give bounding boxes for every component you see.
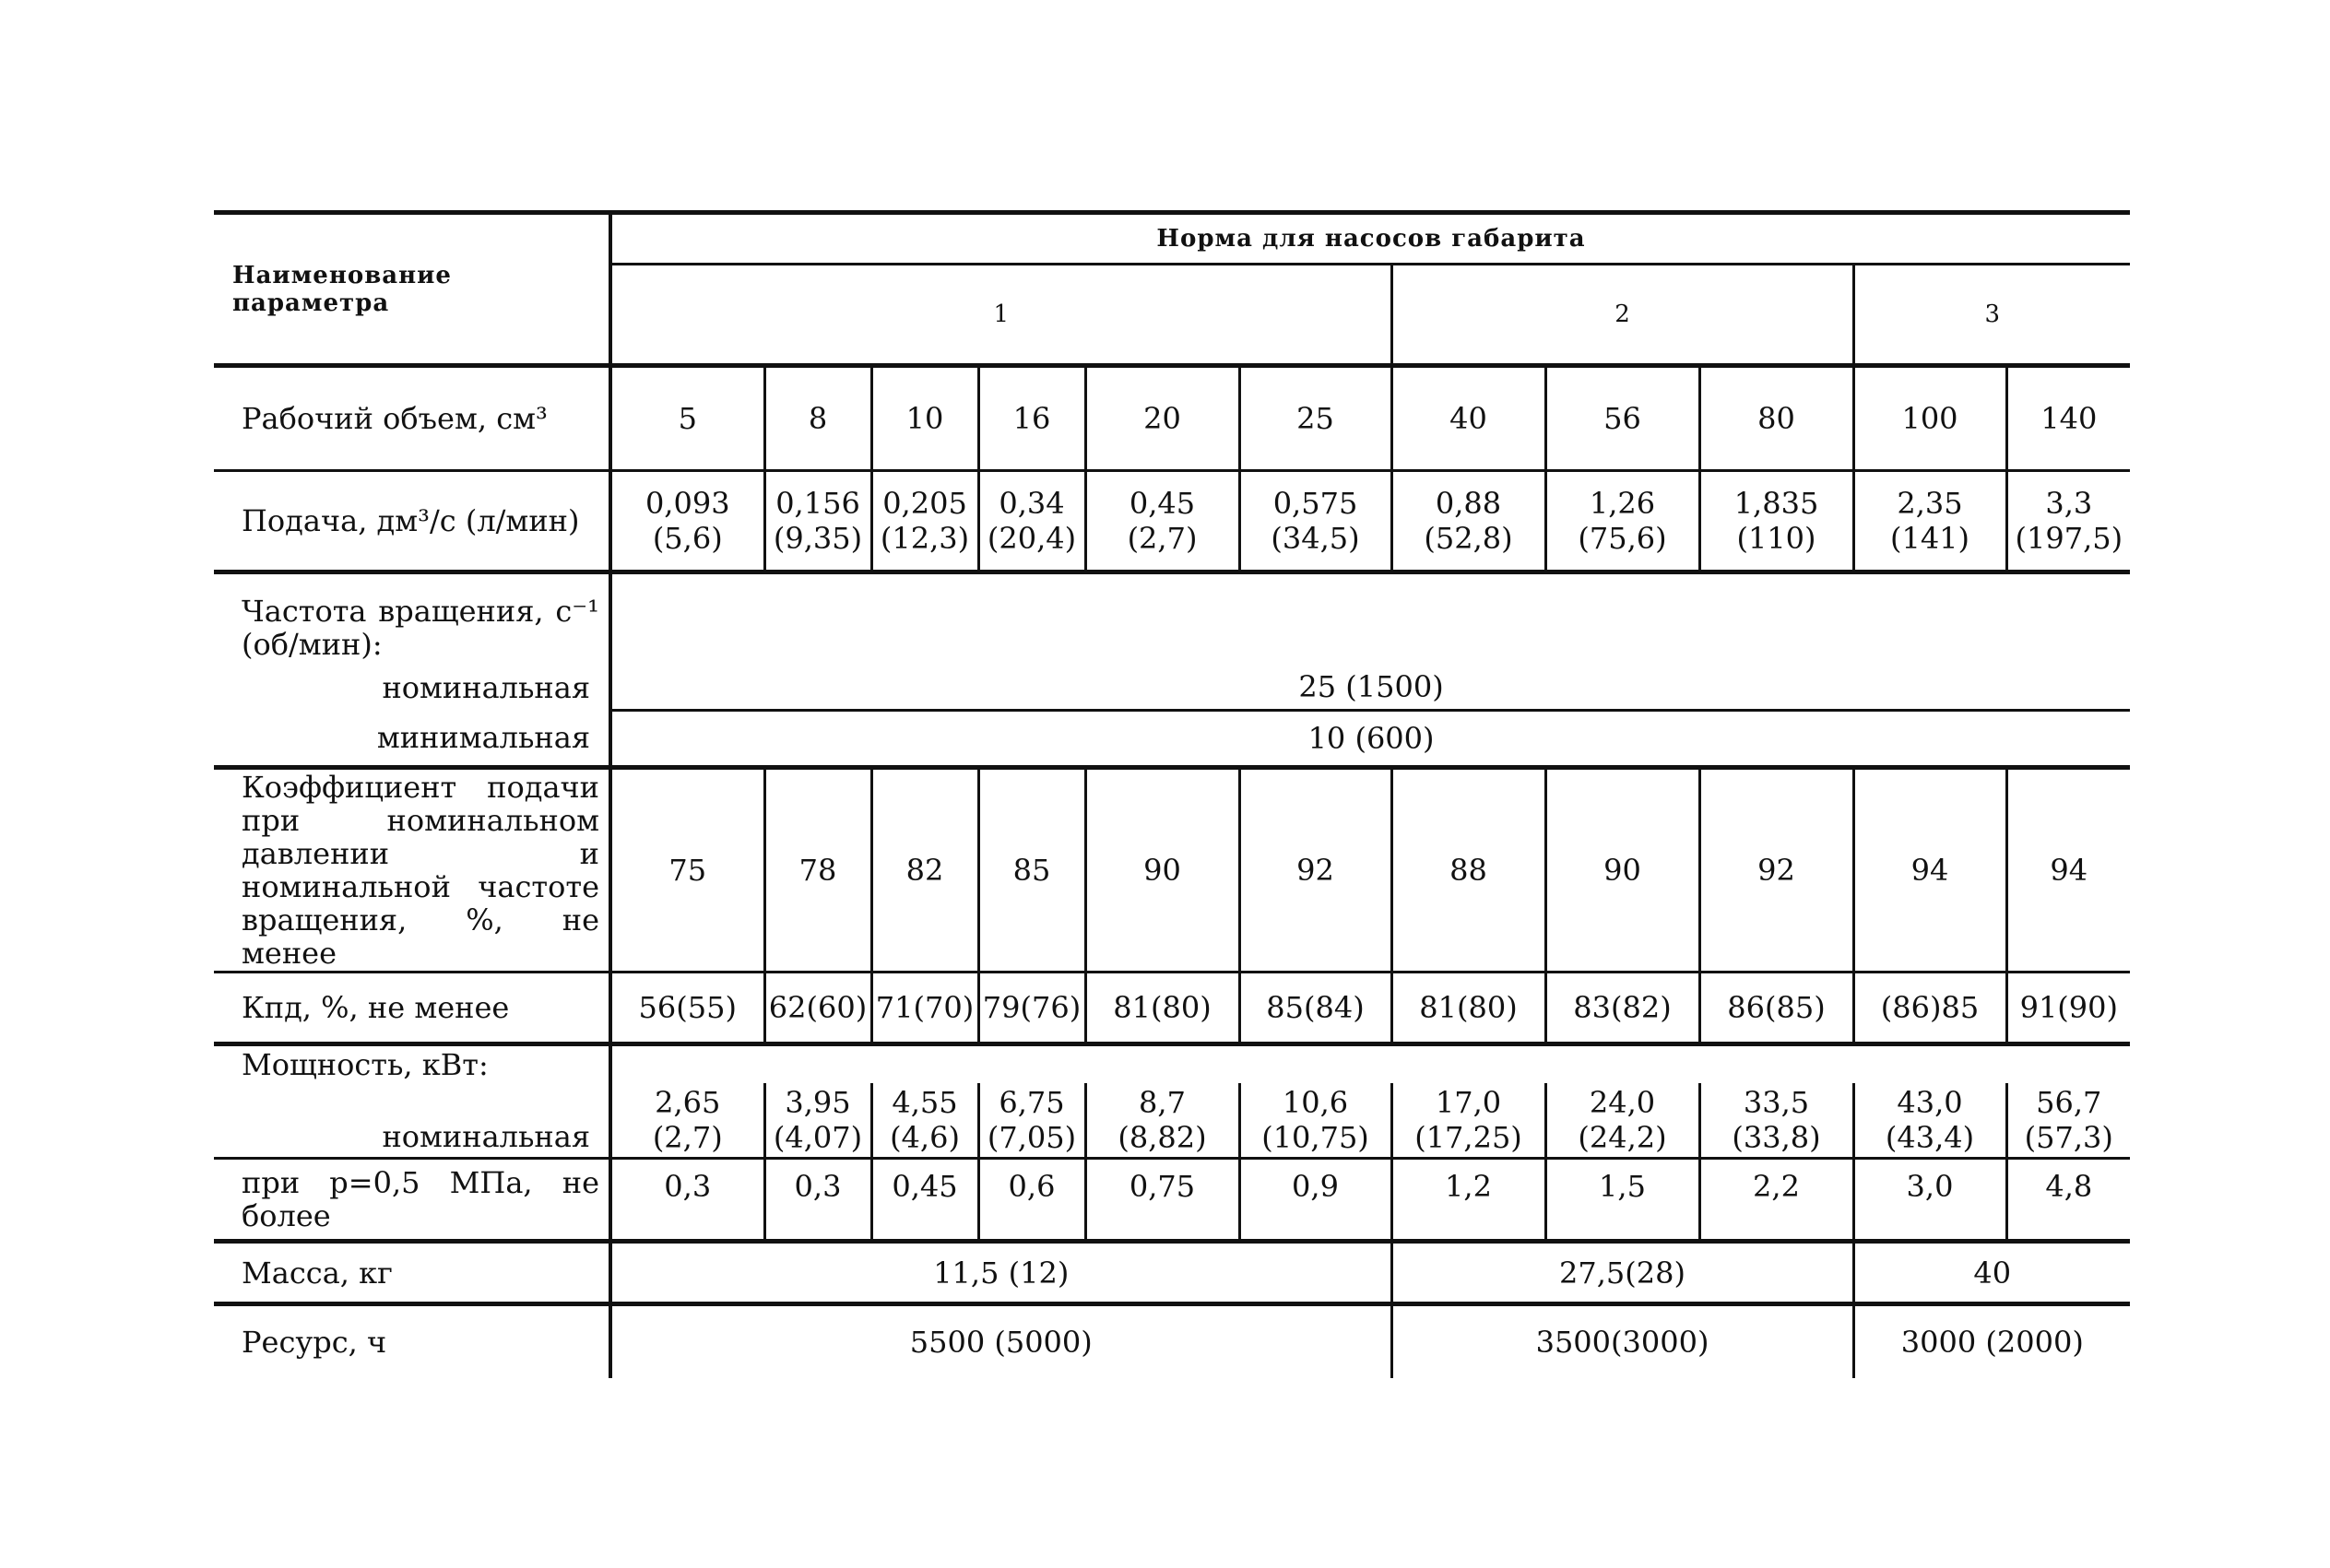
flow-alt: (9,35) <box>773 521 863 556</box>
param-name-header: Наименование параметра <box>214 213 610 366</box>
efficiency-value: 86(85) <box>1699 973 1853 1044</box>
power-alt: (8,82) <box>1118 1119 1207 1155</box>
coef-value: 88 <box>1391 768 1545 973</box>
volume-value: 80 <box>1699 366 1853 471</box>
power-low-value: 0,3 <box>610 1159 764 1242</box>
norm-header: Норма для насосов габарита <box>610 213 2130 265</box>
efficiency-label: Кпд, %, не менее <box>214 973 610 1044</box>
speed-minimal-label: минимальная <box>214 711 610 768</box>
power-low-value: 2,2 <box>1699 1159 1853 1242</box>
flow-alt: (20,4) <box>987 521 1077 556</box>
flow-main: 1,835 <box>1733 486 1819 521</box>
flow-alt: (34,5) <box>1271 521 1360 556</box>
flow-main: 0,575 <box>1272 486 1358 521</box>
efficiency-value: 85(84) <box>1239 973 1391 1044</box>
power-low-value: 0,3 <box>764 1159 871 1242</box>
flow-main: 0,156 <box>775 486 860 521</box>
power-low-value: 1,5 <box>1545 1159 1699 1242</box>
mass-value-size-1: 11,5 (12) <box>610 1242 1391 1304</box>
power-main: 4,55 <box>892 1084 958 1120</box>
power-alt: (24,2) <box>1578 1119 1667 1155</box>
flow-alt: (5,6) <box>652 521 723 556</box>
power-alt: (57,3) <box>2024 1119 2113 1155</box>
power-label: Мощность, кВт: <box>242 1046 489 1082</box>
mass-label: Масса, кг <box>214 1242 610 1304</box>
flow-alt: (75,6) <box>1578 521 1667 556</box>
speed-minimal-value: 10 (600) <box>610 711 2130 768</box>
power-main: 56,7 <box>2036 1084 2102 1120</box>
volume-value: 16 <box>978 366 1085 471</box>
power-alt: (43,4) <box>1885 1119 1975 1155</box>
power-nominal-value <box>1545 1083 1699 1159</box>
power-low-value: 0,45 <box>871 1159 978 1242</box>
volume-value: 20 <box>1085 366 1239 471</box>
power-nominal-value <box>1699 1083 1853 1159</box>
flow-main: 0,205 <box>882 486 967 521</box>
power-nominal-value <box>2006 1083 2130 1159</box>
power-alt: (4,6) <box>890 1119 960 1155</box>
resource-value-size-3: 3000 (2000) <box>1853 1304 2130 1378</box>
power-spacer <box>610 1044 2130 1083</box>
power-low-value: 0,9 <box>1239 1159 1391 1242</box>
resource-value-size-1: 5500 (5000) <box>610 1304 1391 1378</box>
flow-value <box>1699 471 1853 572</box>
volume-label: Рабочий объем, см³ <box>214 366 610 471</box>
power-alt: (7,05) <box>987 1119 1077 1155</box>
efficiency-value: 83(82) <box>1545 973 1699 1044</box>
flow-value <box>1545 471 1699 572</box>
power-main: 33,5 <box>1743 1084 1810 1120</box>
volume-value: 40 <box>1391 366 1545 471</box>
power-nominal-value <box>871 1083 978 1159</box>
coef-value: 90 <box>1085 768 1239 973</box>
mass-value-size-2: 27,5(28) <box>1391 1242 1853 1304</box>
pump-parameters-table <box>214 210 2130 1378</box>
flow-main: 3,3 <box>2045 486 2093 521</box>
speed-row <box>214 572 2130 665</box>
power-nominal-value <box>610 1083 764 1159</box>
volume-value: 8 <box>764 366 871 471</box>
flow-main: 0,34 <box>999 486 1065 521</box>
speed-spacer <box>610 572 2130 665</box>
power-nominal-value <box>1391 1083 1545 1159</box>
flow-value <box>1085 471 1239 572</box>
coef-value: 94 <box>2006 768 2130 973</box>
flow-alt: (52,8) <box>1424 521 1513 556</box>
flow-row <box>214 471 2130 572</box>
flow-main: 0,45 <box>1129 486 1196 521</box>
coef-value: 78 <box>764 768 871 973</box>
speed-nominal-row <box>214 665 2130 711</box>
power-low-value: 1,2 <box>1391 1159 1545 1242</box>
resource-value-size-2: 3500(3000) <box>1391 1304 1853 1378</box>
flow-value <box>764 471 871 572</box>
flow-value <box>610 471 764 572</box>
power-nominal-value <box>978 1083 1085 1159</box>
coef-row <box>214 768 2130 973</box>
flow-value <box>1391 471 1545 572</box>
power-main: 2,65 <box>655 1084 721 1120</box>
power-alt: (2,7) <box>652 1119 723 1155</box>
flow-main: 2,35 <box>1897 486 1963 521</box>
flow-alt: (197,5) <box>2015 521 2123 556</box>
flow-value <box>978 471 1085 572</box>
volume-value: 140 <box>2006 366 2130 471</box>
flow-label: Подача, дм³/с (л/мин) <box>214 471 610 572</box>
power-low-label: при р=0,5 МПа, не более <box>214 1159 610 1242</box>
flow-alt: (141) <box>1889 521 1970 556</box>
speed-nominal-value: 25 (1500) <box>610 665 2130 711</box>
power-nominal-value <box>764 1083 871 1159</box>
power-nominal-value <box>1853 1083 2006 1159</box>
speed-nominal-label: номинальная <box>382 669 590 705</box>
power-low-value: 0,6 <box>978 1159 1085 1242</box>
efficiency-value: 91(90) <box>2006 973 2130 1044</box>
flow-value <box>871 471 978 572</box>
volume-value: 5 <box>610 366 764 471</box>
flow-alt: (2,7) <box>1127 521 1198 556</box>
power-alt: (33,8) <box>1732 1119 1821 1155</box>
flow-alt: (12,3) <box>880 521 970 556</box>
power-main: 17,0 <box>1435 1084 1502 1120</box>
efficiency-row <box>214 973 2130 1044</box>
power-alt: (10,75) <box>1261 1119 1369 1155</box>
efficiency-value: 81(80) <box>1391 973 1545 1044</box>
flow-value <box>2006 471 2130 572</box>
power-row <box>214 1044 2130 1083</box>
power-main: 43,0 <box>1897 1084 1963 1120</box>
power-low-value: 4,8 <box>2006 1159 2130 1242</box>
volume-value: 25 <box>1239 366 1391 471</box>
power-nominal-label: номинальная <box>214 1083 610 1159</box>
efficiency-value: (86)85 <box>1853 973 2006 1044</box>
power-nominal-row <box>214 1083 2130 1159</box>
power-low-value: 0,75 <box>1085 1159 1239 1242</box>
volume-row <box>214 366 2130 471</box>
power-nominal-value <box>1085 1083 1239 1159</box>
mass-value-size-3: 40 <box>1853 1242 2130 1304</box>
coef-value: 75 <box>610 768 764 973</box>
coef-value: 94 <box>1853 768 2006 973</box>
coef-value: 92 <box>1699 768 1853 973</box>
size-1-header: 1 <box>610 265 1391 366</box>
power-main: 6,75 <box>999 1084 1065 1120</box>
parameters-table-document <box>214 210 2130 1378</box>
flow-main: 0,88 <box>1435 486 1502 521</box>
power-low-row <box>214 1159 2130 1242</box>
power-alt: (4,07) <box>773 1119 863 1155</box>
coef-value: 90 <box>1545 768 1699 973</box>
size-3-header: 3 <box>1853 265 2130 366</box>
mass-row <box>214 1242 2130 1304</box>
efficiency-value: 71(70) <box>871 973 978 1044</box>
flow-main: 0,093 <box>645 486 730 521</box>
power-main: 10,6 <box>1282 1084 1349 1120</box>
speed-minimal-row <box>214 711 2130 768</box>
efficiency-value: 79(76) <box>978 973 1085 1044</box>
flow-alt: (110) <box>1736 521 1816 556</box>
size-2-header: 2 <box>1391 265 1853 366</box>
header-row-1 <box>214 213 2130 265</box>
speed-label: Частота вращения, с⁻¹ (об/мин): <box>242 593 599 662</box>
resource-label: Ресурс, ч <box>242 1324 387 1360</box>
volume-value: 56 <box>1545 366 1699 471</box>
power-low-value: 3,0 <box>1853 1159 2006 1242</box>
power-main: 8,7 <box>1139 1084 1186 1120</box>
power-alt: (17,25) <box>1414 1119 1522 1155</box>
flow-value <box>1239 471 1391 572</box>
coef-value: 85 <box>978 768 1085 973</box>
flow-value <box>1853 471 2006 572</box>
coef-value: 92 <box>1239 768 1391 973</box>
power-nominal-value <box>1239 1083 1391 1159</box>
efficiency-value: 56(55) <box>610 973 764 1044</box>
power-main: 3,95 <box>785 1084 851 1120</box>
resource-row <box>214 1304 2130 1378</box>
volume-value: 10 <box>871 366 978 471</box>
power-main: 24,0 <box>1589 1084 1656 1120</box>
efficiency-value: 81(80) <box>1085 973 1239 1044</box>
coef-label: Коэффициент подачи при номинальном давлении и номинальной частоте вращения, %, не менее <box>214 768 610 973</box>
coef-value: 82 <box>871 768 978 973</box>
volume-value: 100 <box>1853 366 2006 471</box>
efficiency-value: 62(60) <box>764 973 871 1044</box>
flow-main: 1,26 <box>1589 486 1656 521</box>
